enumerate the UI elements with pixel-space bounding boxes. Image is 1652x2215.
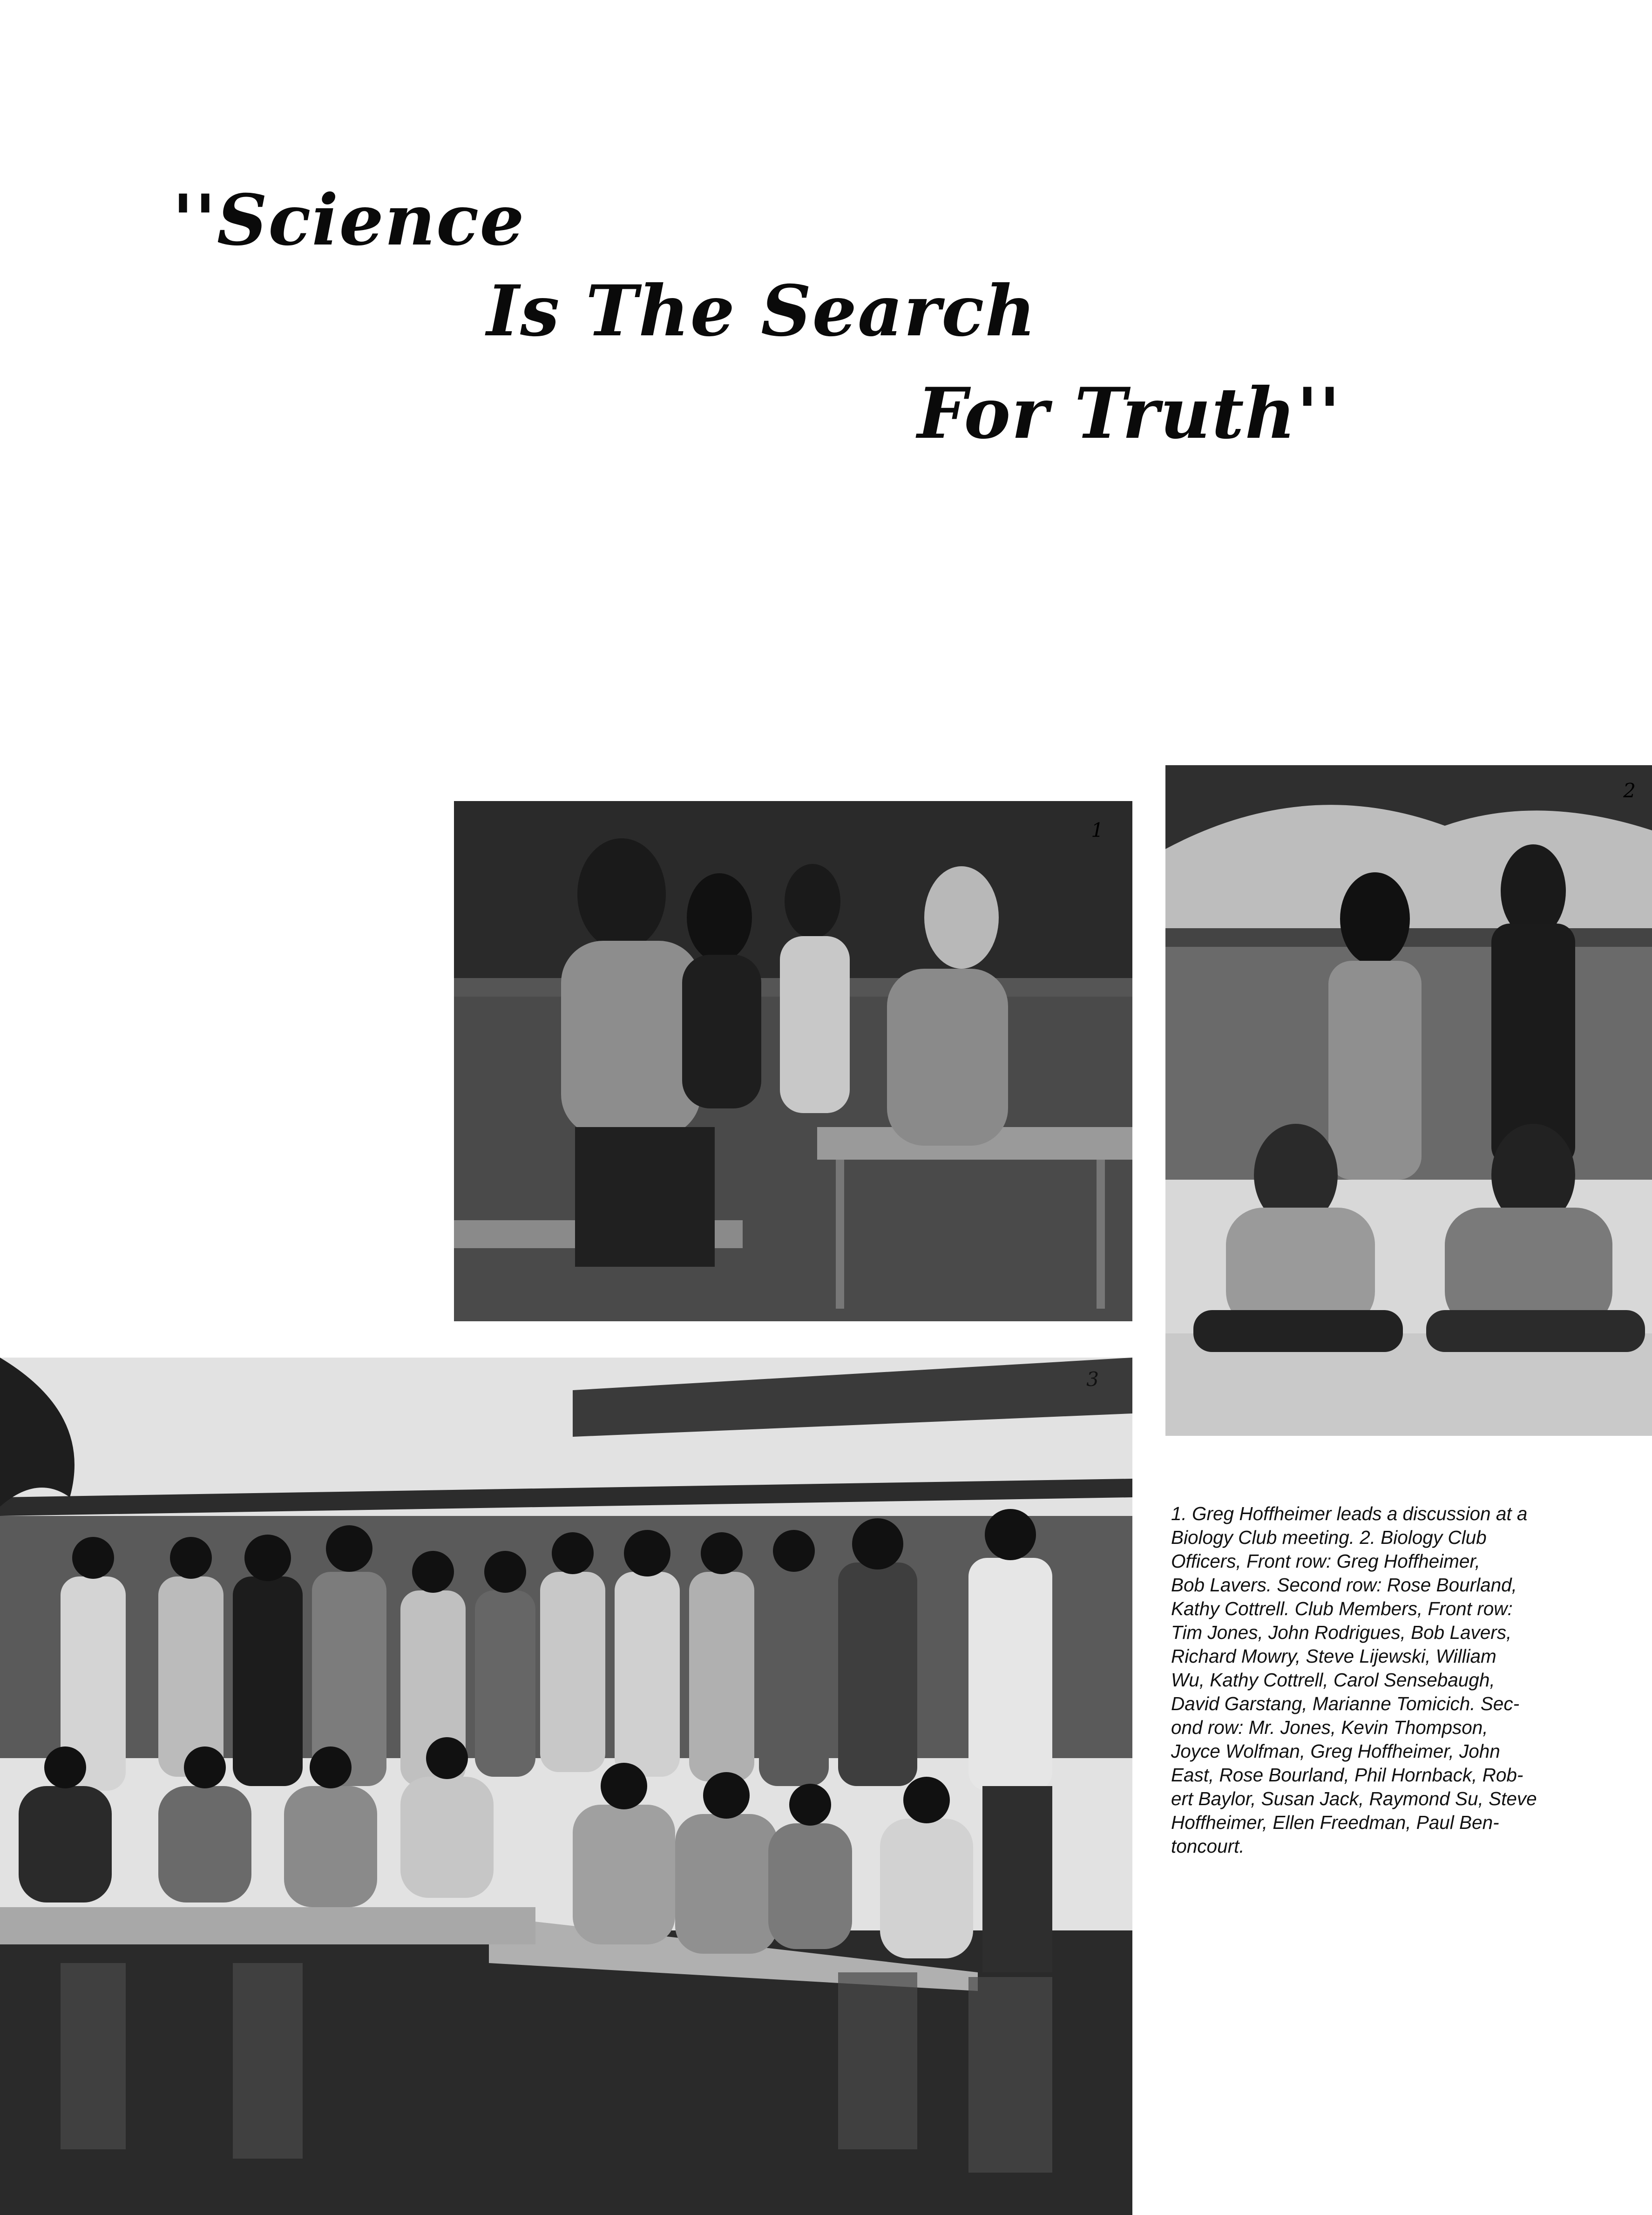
photo-caption [1171,1502,1641,1858]
caption-line: Kathy Cottrell. Club Members, Front row: [1171,1598,1513,1619]
caption-line: East, Rose Bourland, Phil Hornback, Rob- [1171,1764,1523,1786]
caption-line: ond row: Mr. Jones, Kevin Thompson, [1171,1717,1488,1738]
photo-number-1: 1 [1091,819,1104,842]
photo-officers-graphic [1165,765,1652,1436]
photo-club-members [0,1358,1132,2215]
caption-line: Richard Mowry, Steve Lijewski, William [1171,1645,1496,1667]
caption-line: Wu, Kathy Cottrell, Carol Sensebaugh, [1171,1669,1495,1691]
photo-members-graphic [0,1358,1132,2215]
caption-line: Hoffheimer, Ellen Freedman, Paul Ben- [1171,1812,1499,1833]
caption-line: Tim Jones, John Rodrigues, Bob Lavers, [1171,1622,1512,1643]
caption-line: Biology Club meeting. 2. Biology Club [1171,1527,1487,1548]
headline-line-3: For Truth'' [917,373,1341,455]
caption-line: Bob Lavers. Second row: Rose Bourland, [1171,1574,1517,1596]
headline-line-1: ''Science [172,179,525,261]
photo-club-officers [1165,765,1652,1436]
caption-line: ert Baylor, Susan Jack, Raymond Su, Steve [1171,1788,1537,1809]
caption-line: Joyce Wolfman, Greg Hoffheimer, John [1171,1740,1500,1762]
photo-classroom-graphic [454,801,1132,1321]
caption-line: toncourt. [1171,1835,1245,1857]
caption-line: Officers, Front row: Greg Hoffheimer, [1171,1550,1480,1572]
headline-line-2: Is The Search [487,270,1037,352]
caption-line: 1. Greg Hoffheimer leads a discussion at a [1171,1503,1528,1524]
photo-number-2: 2 [1623,779,1636,802]
photo-classroom-discussion [454,801,1132,1321]
photo-number-3: 3 [1086,1368,1099,1391]
caption-line: David Garstang, Marianne Tomicich. Sec- [1171,1693,1520,1714]
